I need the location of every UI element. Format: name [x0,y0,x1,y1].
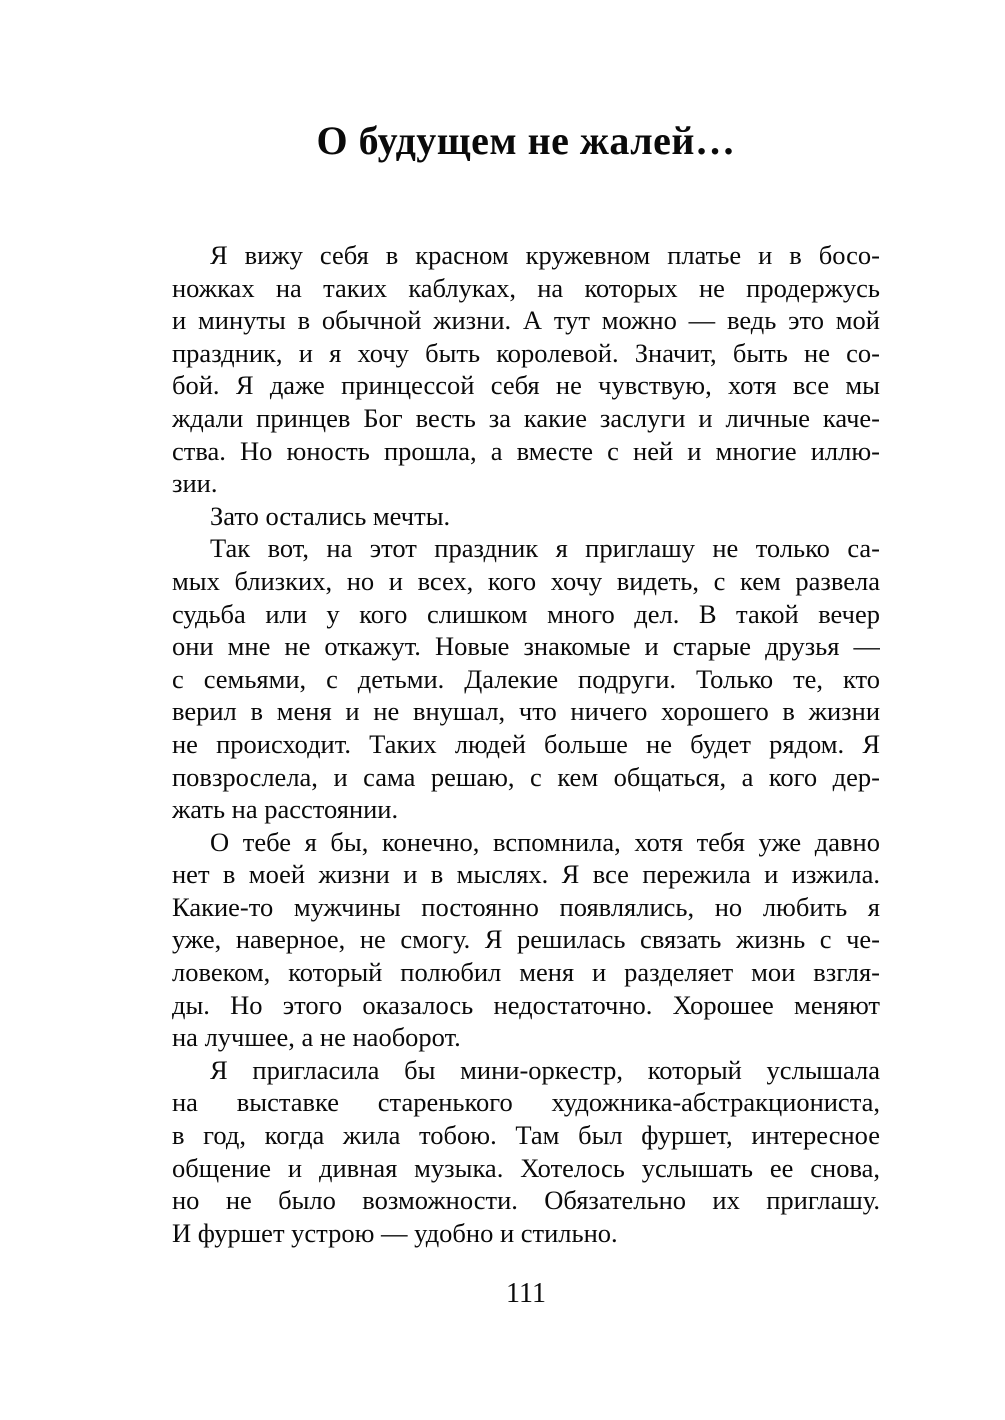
text-line: и минуты в обычной жизни. А тут можно — ведь это мой [172,305,880,336]
book-page [172,0,880,1310]
text-line: на выставке старенького художника-абстракциониста, [172,1087,880,1118]
text-line: бой. Я даже принцессой себя не чувствую, хотя все мы [172,370,880,401]
text-line: Я вижу себя в красном кружевном платье и в босо- [210,240,880,270]
text-line: мых близких, но и всех, кого хочу видеть, с кем развела [172,565,880,596]
text-line: ловеком, который полюбил меня и разделяет мои взгля- [172,957,880,988]
text-line: общение и дивная музыка. Хотелось услышать ее снова, [172,1152,880,1183]
text-line: уже, наверное, не смогу. Я решилась связать жизнь с че- [172,924,880,955]
text-line: О тебе я бы, конечно, вспомнила, хотя тебя уже давно [210,826,880,857]
text-line: не происходит. Таких людей больше не будет рядом. Я [172,728,880,759]
text-line: на лучшее, а не наоборот. [172,1022,461,1053]
chapter-title: О будущем не жалей… [316,118,736,163]
paragraph [172,826,880,1054]
text-line: ножках на таких каблуках, на которых не продержусь [172,272,880,303]
text-line: праздник, и я хочу быть королевой. Значит, быть не со- [172,337,880,368]
paragraph [172,239,880,500]
text-line: судьба или у кого слишком много дел. В такой вечер [172,598,880,629]
text-line: Зато остались мечты. [210,500,451,531]
text-line: с семьями, с детьми. Далекие подруги. Только те, кто [172,663,880,694]
page-number: 111 [506,1278,546,1310]
text-line: Так вот, на этот праздник я приглашу не только са- [210,533,880,564]
text-line: Какие-то мужчины постоянно появлялись, но любить я [172,891,880,922]
text-line: зии. [172,468,218,499]
text-line: повзрослела, и сама решаю, с кем общаться, а кого дер- [172,761,880,792]
text-line: они мне не откажут. Новые знакомые и старые друзья — [172,631,880,662]
text-line: И фуршет устрою — удобно и стильно. [172,1217,618,1248]
text-line: жать на расстоянии. [172,794,399,825]
text-line: в год, когда жила тобою. Там был фуршет, интересное [172,1120,880,1151]
text-line: нет в моей жизни и в мыслях. Я все пережила и изжила. [172,859,880,890]
text-line: ды. Но этого оказалось недостаточно. Хорошее меняют [172,989,880,1020]
text-line: Я пригласила бы мини-оркестр, который услышала [210,1054,880,1085]
text-block [172,239,880,1249]
paragraph [172,1054,880,1250]
text-line: но не было возможности. Обязательно их приглашу. [172,1185,880,1216]
paragraph [172,532,880,825]
paragraph [172,500,880,533]
text-line: ства. Но юность прошла, а вместе с ней и многие иллю- [172,435,880,466]
text-line: ждали принцев Бог весть за какие заслуги и личные каче- [172,402,880,433]
text-line: верил в меня и не внушал, что ничего хорошего в жизни [172,696,880,727]
